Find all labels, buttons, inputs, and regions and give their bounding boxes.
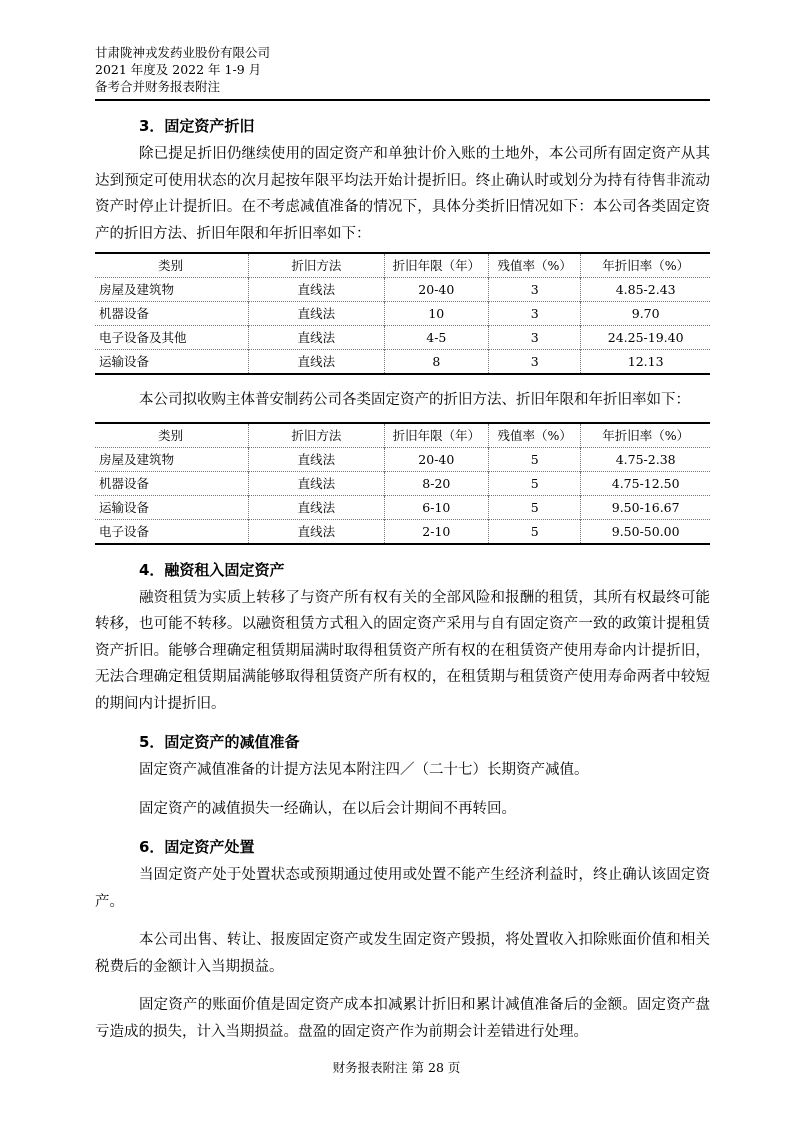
table-header-row [95, 423, 710, 448]
table-cell: 机器设备 [95, 471, 249, 495]
table-cell: 8-20 [384, 471, 489, 495]
table-cell: 12.13 [581, 350, 710, 375]
table-cell: 房屋及建筑物 [95, 447, 249, 471]
table-row [95, 326, 710, 350]
table-cell: 电子设备 [95, 519, 249, 544]
col-header-category: 类别 [158, 427, 184, 443]
table-cell: 3 [489, 350, 581, 375]
col-header-rate: 年折旧率（%） [581, 253, 710, 278]
table-cell: 5 [489, 495, 581, 519]
table-cell: 3 [489, 278, 581, 302]
section-6-heading: 6．固定资产处置 [139, 838, 255, 856]
depreciation-table-company [95, 252, 710, 375]
table-cell: 3 [489, 326, 581, 350]
report-period: 2021 年度及 2022 年 1-9 月 [95, 62, 262, 77]
table-cell: 20-40 [384, 447, 489, 471]
table-row [95, 278, 710, 302]
section-3-paragraph: 除已提足折旧仍继续使用的固定资产和单独计价入账的土地外，本公司所有固定资产从其达到预定可使用状态的次月起按年限平均法开始计提折旧。终止确认时或划分为持有待售非流动资产时停止计提折旧。在不考虑减值准备的情况下，具体分类折旧情况如下：本公司各类固定资产的折旧方法、折旧年限和年折旧率如下： [95, 146, 710, 242]
section-6-paragraph-1: 当固定资产处于处置状态或预期通过使用或处置不能产生经济利益时，终止确认该固定资产。 [95, 867, 710, 910]
col-header-residual: 残值率（%） [489, 423, 581, 448]
table-cell: 直线法 [249, 326, 384, 350]
table-row [95, 471, 710, 495]
section-6-paragraph-2: 本公司出售、转让、报废固定资产或发生固定资产毁损，将处置收入扣除账面价值和相关税费后的金额计入当期损益。 [95, 932, 710, 975]
table-cell: 9.50-50.00 [581, 519, 710, 544]
table-cell: 5 [489, 471, 581, 495]
section-5-heading: 5．固定资产的减值准备 [139, 733, 300, 751]
table-cell: 8 [384, 350, 489, 375]
table-cell: 房屋及建筑物 [95, 278, 249, 302]
table-row [95, 350, 710, 375]
acquisition-target-paragraph: 本公司拟收购主体普安制药公司各类固定资产的折旧方法、折旧年限和年折旧率如下： [139, 392, 690, 408]
col-header-years: 折旧年限（年） [384, 423, 489, 448]
table-cell: 3 [489, 302, 581, 326]
section-5-paragraph-2: 固定资产的减值损失一经确认，在以后会计期间不再转回。 [139, 800, 516, 817]
col-header-rate: 年折旧率（%） [581, 423, 710, 448]
page-footer: 财务报表附注 第 28 页 [332, 1060, 461, 1075]
table-cell: 9.50-16.67 [581, 495, 710, 519]
col-header-method: 折旧方法 [249, 253, 384, 278]
table-cell: 5 [489, 447, 581, 471]
section-4-paragraph: 融资租赁为实质上转移了与资产所有权有关的全部风险和报酬的租赁，其所有权最终可能转移，也可能不转移。以融资租赁方式租入的固定资产采用与自有固定资产一致的政策计提租赁资产折旧。能够合理确定租赁期届满时取得租赁资产所有权的在租赁资产使用寿命内计提折旧，无法合理确定租赁期届满能够取得租赁资产所有权的，在租赁期与租赁资产使用寿命两者中较短的期间内计提折旧。 [95, 589, 710, 712]
table-row [95, 495, 710, 519]
table-cell: 9.70 [581, 302, 710, 326]
table-cell: 4.85-2.43 [581, 278, 710, 302]
table-cell: 4-5 [384, 326, 489, 350]
table-row [95, 519, 710, 544]
table-row [95, 302, 710, 326]
col-header-residual: 残值率（%） [489, 253, 581, 278]
table-cell: 2-10 [384, 519, 489, 544]
table-cell: 运输设备 [95, 495, 249, 519]
table-cell: 4.75-12.50 [581, 471, 710, 495]
document-title: 备考合并财务报表附注 [95, 79, 221, 94]
table-row [95, 447, 710, 471]
running-header [95, 44, 710, 101]
table-cell: 运输设备 [95, 350, 249, 375]
table-cell: 直线法 [249, 302, 384, 326]
company-name: 甘肃陇神戎发药业股份有限公司 [95, 45, 271, 60]
table-cell: 电子设备及其他 [95, 326, 249, 350]
table-cell: 5 [489, 519, 581, 544]
section-5-paragraph-1: 固定资产减值准备的计提方法见本附注四／（二十七）长期资产减值。 [139, 762, 589, 778]
table-cell: 直线法 [249, 519, 384, 544]
table-cell: 10 [384, 302, 489, 326]
table-cell: 直线法 [249, 278, 384, 302]
col-header-category: 类别 [158, 258, 184, 273]
table-cell: 直线法 [249, 350, 384, 375]
table-header-row [95, 253, 710, 278]
table-cell: 20-40 [384, 278, 489, 302]
table-cell: 直线法 [249, 447, 384, 471]
table-cell: 4.75-2.38 [581, 447, 710, 471]
col-header-method: 折旧方法 [249, 423, 384, 448]
section-4-heading: 4．融资租入固定资产 [139, 560, 285, 579]
depreciation-table-puan [95, 422, 710, 545]
table-cell: 6-10 [384, 495, 489, 519]
col-header-years: 折旧年限（年） [384, 253, 489, 278]
table-cell: 机器设备 [95, 302, 249, 326]
table-cell: 直线法 [249, 495, 384, 519]
table-cell: 直线法 [249, 471, 384, 495]
section-3-heading: 3．固定资产折旧 [139, 117, 255, 135]
section-6-paragraph-3: 固定资产的账面价值是固定资产成本扣减累计折旧和累计减值准备后的金额。固定资产盘亏造成的损失，计入当期损益。盘盈的固定资产作为前期会计差错进行处理。 [95, 997, 710, 1040]
table-cell: 24.25-19.40 [581, 326, 710, 350]
